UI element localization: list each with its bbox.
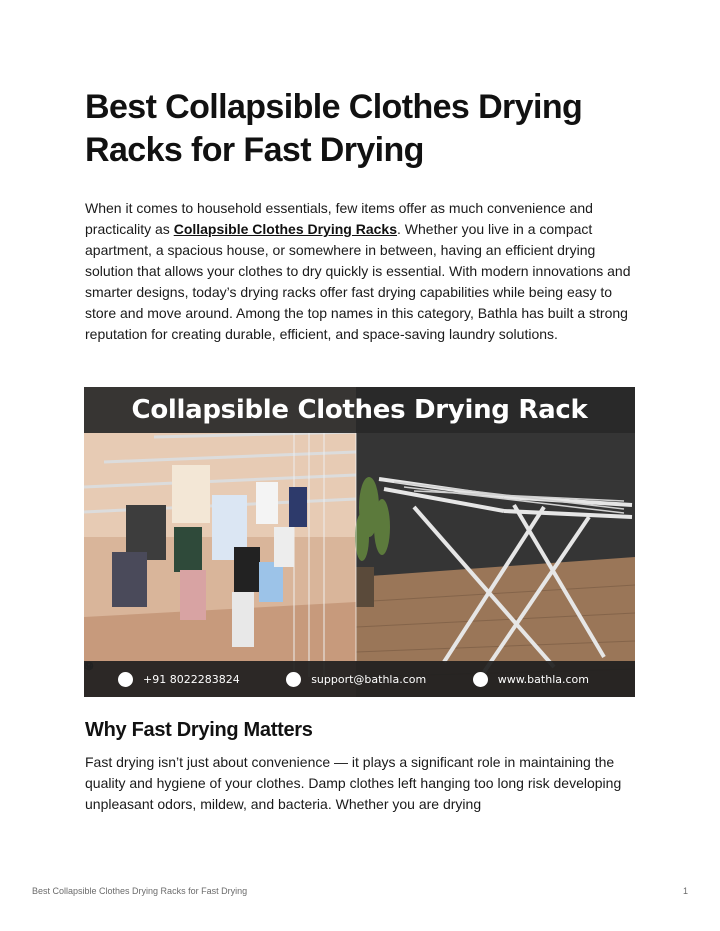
website-contact xyxy=(473,672,589,687)
intro-text-after: . Whether you live in a compact apartment, a spacious house, or somewhere in between, having an efficient drying solution that allows your clothes to dry quickly is essential. With modern innovations and smarter designs, today’s drying racks offer fast drying capabilities while being easy to store and move around. Among the top names in this category, Bathla has built a strong reputation for creating durable, efficient, and space-saving laundry solutions. xyxy=(85,221,631,342)
section-heading: Why Fast Drying Matters xyxy=(85,719,313,741)
footer-document-title: Best Collapsible Clothes Drying Racks for Fast Drying xyxy=(32,886,248,896)
collapsible-racks-link[interactable]: Collapsible Clothes Drying Racks xyxy=(173,221,397,237)
banner-headline: Collapsible Clothes Drying Rack xyxy=(84,387,635,433)
mail-icon xyxy=(286,672,301,687)
email-contact xyxy=(286,672,426,687)
section-paragraph: Fast drying isn’t just about convenience — it plays a significant role in maintaining the quality and hygiene of your clothes. Damp clothes left hanging too long risk developing unpleasant odors, mildew, and bacteria. Whether you are drying xyxy=(85,754,622,812)
page-title: Best Collapsible Clothes Drying Racks for Fast Drying xyxy=(85,88,583,169)
website-url: www.bathla.com xyxy=(497,672,589,686)
product-banner-image xyxy=(84,387,635,697)
phone-icon xyxy=(118,672,133,687)
phone-contact xyxy=(118,672,240,687)
email-address: support@bathla.com xyxy=(311,672,427,686)
intro-text-before: When it comes to household essentials, few items offer as much convenience and practicality as xyxy=(85,200,593,237)
intro-paragraph xyxy=(85,198,645,345)
footer-page-number: 1 xyxy=(682,886,688,896)
globe-icon xyxy=(473,672,488,687)
phone-number: +91 8022283824 xyxy=(143,672,240,686)
banner-contact-bar xyxy=(84,661,635,697)
banner-illustration xyxy=(84,387,635,697)
